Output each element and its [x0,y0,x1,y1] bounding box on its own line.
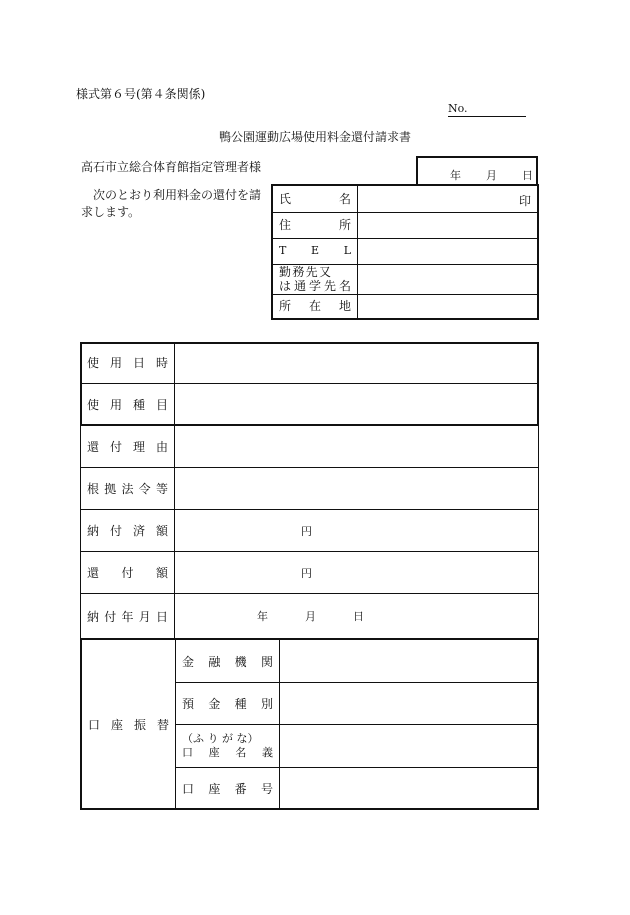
account-holder-input[interactable] [280,725,537,767]
payment-date-label: 納 付 年 月 日 [87,609,168,624]
document-number-field[interactable] [448,102,526,117]
furigana-label: （ふ り が な） [182,732,259,745]
refund-amount-input[interactable] [175,552,538,593]
payment-date-input[interactable] [175,594,538,638]
request-text: 次のとおり利用料金の還付を請求します。 [81,188,262,219]
tel-input[interactable] [358,238,537,264]
paid-amount-input[interactable] [175,510,538,551]
applicant-workplace-row [273,264,537,295]
address-input[interactable] [358,212,537,238]
date-year: 年 [450,169,461,182]
use-type-label: 使 用 種 目 [87,398,168,412]
date-field[interactable] [416,156,538,184]
deposit-type-row [176,683,537,725]
address-label: 住 所 [279,218,351,232]
location-label: 所 在 地 [279,299,351,313]
applicant-location-row [273,294,537,318]
location-input[interactable] [358,294,537,318]
workplace-label: 勤 務 先 又 は 通 学 先 名 [273,264,358,294]
account-number-input[interactable] [280,768,537,808]
refund-reason-input[interactable] [175,426,538,467]
payment-month: 月 [305,610,316,623]
paid-amount-row [81,510,538,552]
payment-day: 日 [353,610,364,623]
bank-transfer-label: 口 座 振 替 [88,717,169,732]
account-number-row [176,768,537,808]
account-holder-label: （ふ り が な） 口 座 名 義 [182,732,273,759]
refund-reason-label: 還 付 理 由 [87,440,168,454]
use-datetime-input[interactable] [175,342,538,383]
refund-amount-row [81,552,538,594]
details-table [80,342,539,638]
payment-date-row [81,594,538,638]
legal-basis-label: 根 拠 法 令 等 [87,482,168,496]
legal-basis-row [81,468,538,510]
deposit-type-label: 預 金 種 別 [182,697,273,711]
yen-unit: 円 [301,524,312,538]
name-input[interactable] [358,186,537,212]
bank-transfer-table [80,638,539,810]
date-month: 月 [486,169,497,182]
form-number: 様式第６号(第４条関係) [76,87,206,101]
seal-mark: 印 [518,194,531,208]
institution-label: 金 融 機 関 [182,654,273,669]
refund-amount-label: 還 付 額 [87,566,168,580]
account-holder-row [176,725,537,768]
name-label: 氏 名 [279,192,351,206]
paid-amount-label: 納 付 済 額 [87,524,168,538]
applicant-address-row [273,212,537,239]
applicant-name-row [273,186,537,213]
use-type-row [81,384,538,426]
legal-basis-input[interactable] [175,468,538,509]
use-datetime-label: 使 用 日 時 [87,356,168,370]
applicant-table [271,184,539,320]
applicant-tel-row [273,238,537,265]
addressee: 高石市立総合体育館指定管理者様 [81,160,262,174]
institution-row [176,640,537,683]
refund-reason-row [81,426,538,468]
use-datetime-row [81,342,538,384]
deposit-type-input[interactable] [280,683,537,724]
use-type-input[interactable] [175,384,538,425]
yen-unit: 円 [301,566,312,580]
institution-input[interactable] [280,640,537,682]
account-number-label: 口 座 番 号 [182,781,273,796]
workplace-input[interactable] [358,264,537,294]
payment-year: 年 [257,610,268,623]
date-day: 日 [522,169,533,182]
page-title: 鴨公園運動広場使用料金還付請求書 [218,130,411,144]
tel-label: T E L [279,244,351,257]
number-label: No. [448,102,468,115]
